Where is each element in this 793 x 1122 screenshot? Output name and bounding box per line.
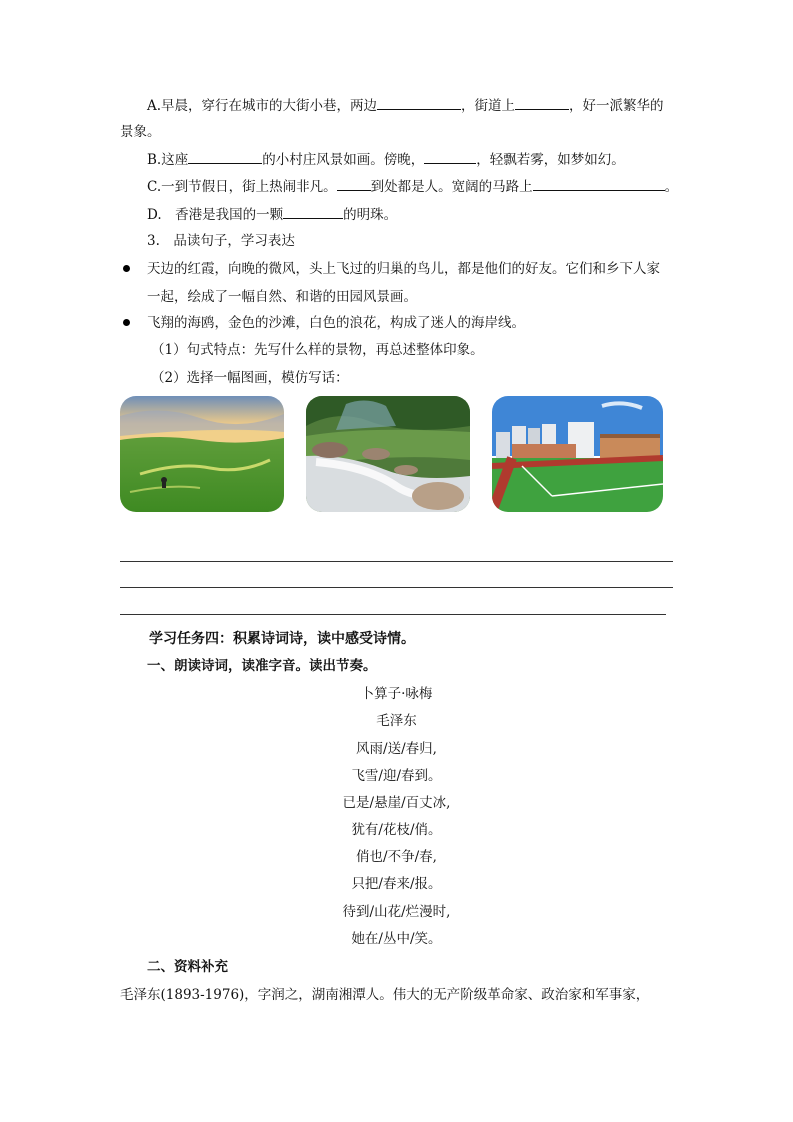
writing-line-1[interactable]	[120, 561, 673, 562]
sentence-b: B.这座 的小村庄风景如画。傍晚， ，轻飘若雾，如梦如幻。	[147, 149, 625, 170]
grassland-photo	[120, 396, 284, 512]
writing-line-3[interactable]	[120, 614, 666, 615]
poem-author: 毛泽东	[376, 713, 417, 729]
poem-line: 风雨/送/春归,	[356, 741, 437, 757]
poem-line: 待到/山花/烂漫时,	[342, 904, 451, 920]
bullet-dot-1	[123, 265, 130, 272]
writing-line-2[interactable]	[120, 587, 673, 588]
bullet-1-line2: 一起，绘成了一幅自然、和谐的田园风景画。	[147, 289, 417, 305]
blank-b1[interactable]	[188, 149, 262, 164]
blank-c2[interactable]	[533, 176, 665, 191]
bullet-2: 飞翔的海鸥，金色的沙滩，白色的浪花，构成了迷人的海岸线。	[147, 315, 525, 331]
item-3-heading: 3. 品读句子，学习表达	[147, 233, 295, 249]
task-4-sub2: 二、资料补充	[147, 959, 228, 975]
sentence-c: C.一到节假日，街上热闹非凡。 到处都是人。宽阔的马路上 。	[147, 176, 678, 197]
poem-line: 只把/春来/报。	[351, 876, 442, 892]
poem-line: 已是/悬崖/百丈冰,	[342, 795, 451, 811]
sentence-a-line1: A.早晨，穿行在城市的大街小巷，两边 ，街道上 ，好一派繁华的	[147, 95, 664, 116]
bullet-dot-2	[123, 319, 130, 326]
poem-line: 她在/丛中/笑。	[351, 931, 442, 947]
task-4-title: 学习任务四：积累诗词诗，读中感受诗情。	[149, 631, 415, 647]
blank-d1[interactable]	[283, 204, 343, 219]
poem-line: 俏也/不争/春,	[356, 849, 437, 865]
school-field-photo	[492, 396, 663, 512]
blank-c1[interactable]	[337, 176, 371, 191]
blank-b2[interactable]	[424, 149, 476, 164]
note-2: （2）选择一幅图画，模仿写话：	[151, 370, 349, 386]
blank-a1[interactable]	[377, 95, 461, 110]
poem-line: 飞雪/迎/春到。	[351, 768, 442, 784]
sentence-a-line2: 景象。	[120, 124, 161, 140]
stream-photo	[306, 396, 470, 512]
bio-text: 毛泽东(1893-1976)，字润之，湖南湘潭人。伟大的无产阶级革命家、政治家和军事家，	[120, 987, 650, 1003]
poem-line: 犹有/花枝/俏。	[351, 822, 442, 838]
poem-title: 卜算子·咏梅	[360, 686, 433, 702]
blank-a2[interactable]	[515, 95, 569, 110]
bullet-1-line1: 天边的红霞，向晚的微风，头上飞过的归巢的鸟儿，都是他们的好友。它们和乡下人家	[147, 261, 660, 277]
note-1: （1）句式特点：先写什么样的景物，再总述整体印象。	[151, 342, 484, 358]
sentence-d: D. 香港是我国的一颗 的明珠。	[147, 204, 397, 225]
task-4-sub1: 一、朗读诗词，读准字音。读出节奏。	[147, 658, 377, 674]
